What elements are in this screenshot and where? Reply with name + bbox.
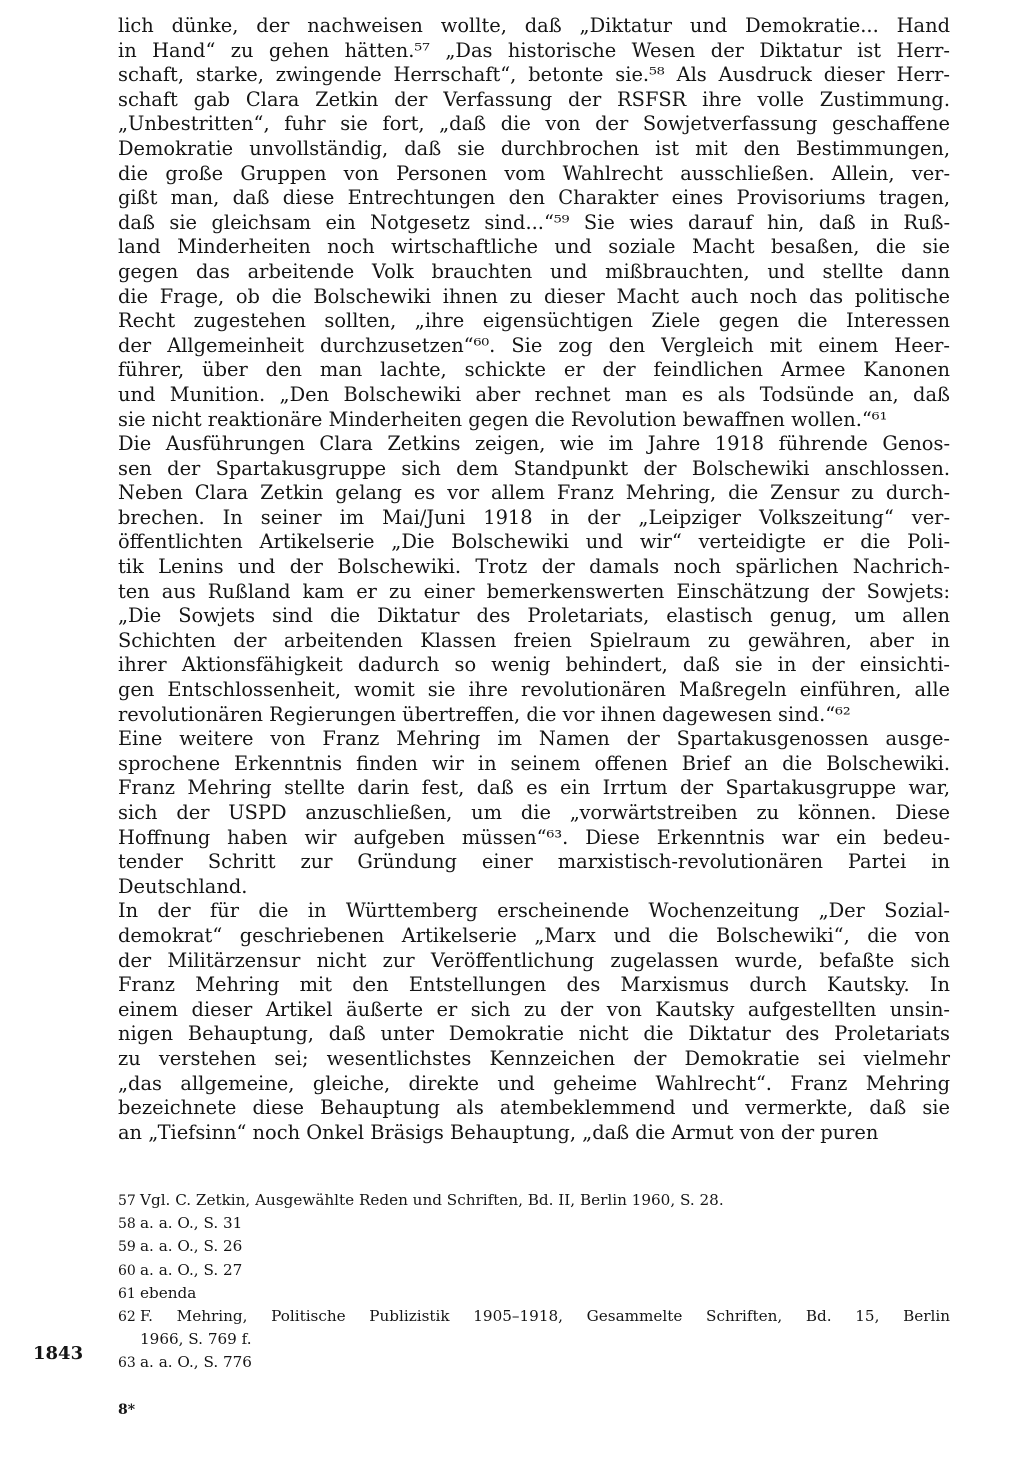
text-line: „Unbestritten“, fuhr sie fort, „daß die von der Sowjetverfassung geschaffene: [118, 112, 950, 136]
text-line: bezeichnete diese Behauptung als atembeklemmend und vermerkte, daß sie: [118, 1096, 950, 1120]
text-line: einem dieser Artikel äußerte er sich zu der von Kautsky aufgestellten unsin-: [118, 997, 950, 1021]
footnote-text: a. a. O., S. 26: [140, 1237, 243, 1256]
footnote-text: Vgl. C. Zetkin, Ausgewählte Reden und Schriften, Bd. II, Berlin 1960, S. 28.: [140, 1191, 724, 1209]
footnote-number: 57: [118, 1193, 136, 1209]
text-line: „das allgemeine, gleiche, direkte und geheime Wahlrecht“. Franz Mehring: [118, 1071, 950, 1095]
text-line: die Frage, ob die Bolschewiki ihnen zu dieser Macht auch noch das politische: [118, 284, 950, 308]
text-line: Hoffnung haben wir aufgeben müssen“⁶³. Diese Erkenntnis war ein bedeu-: [118, 825, 950, 849]
signature-mark: 8*: [118, 1402, 136, 1418]
text-line: daß sie gleichsam ein Notgesetz sind...“⁵⁹ Sie wies darauf hin, daß in Ruß-: [118, 210, 950, 234]
text-line: „Die Sowjets sind die Diktatur des Proletariats, elastisch genug, um allen: [118, 604, 950, 628]
footnote: [118, 1305, 950, 1328]
text-line: gißt man, daß diese Entrechtungen den Charakter eines Provisoriums tragen,: [118, 186, 950, 210]
footnotes: [118, 1189, 950, 1375]
text-line: nigen Behauptung, daß unter Demokratie nicht die Diktatur des Proletariats: [118, 1022, 950, 1046]
text-line: an „Tiefsinn“ noch Onkel Bräsigs Behauptung, „daß die Armut von der puren: [118, 1120, 879, 1144]
footnote-number: 60: [118, 1262, 136, 1279]
text-line: schaft gab Clara Zetkin der Verfassung der RSFSR ihre volle Zustimmung.: [118, 87, 950, 111]
text-line: Franz Mehring mit den Entstellungen des Marxismus durch Kautsky. In: [118, 973, 950, 997]
text-line: Deutschland.: [118, 874, 248, 898]
footnote-text: a. a. O., S. 31: [140, 1214, 243, 1233]
text-line: in Hand“ zu gehen hätten.⁵⁷ „Das historische Wesen der Diktatur ist Herr-: [118, 38, 950, 62]
text-line: sich der USPD anzuschließen, um die „vorwärtstreiben zu können. Diese: [118, 801, 950, 824]
text-line: demokrat“ geschriebenen Artikelserie „Marx und die Bolschewiki“, die von: [118, 923, 950, 947]
text-line: sen der Spartakusgruppe sich dem Standpunkt der Bolschewiki anschlossen.: [118, 456, 950, 480]
footnote: [118, 1259, 950, 1282]
text-line: der Militärzensur nicht zur Veröffentlichung zugelassen wurde, befaßte sich: [118, 948, 950, 972]
footnote-number: 63: [118, 1355, 136, 1372]
text-line: Die Ausführungen Clara Zetkins zeigen, wie im Jahre 1918 führende Genos-: [118, 432, 950, 456]
footnote-text: a. a. O., S. 27: [140, 1260, 243, 1279]
footnote: [118, 1282, 950, 1305]
footnote-text: ebenda: [140, 1283, 197, 1302]
text-line: ihrer Aktionsfähigkeit dadurch so wenig behindert, daß sie in der einsichti-: [118, 653, 950, 677]
footnote-text: a. a. O., S. 776: [140, 1353, 252, 1372]
footnote: [118, 1189, 950, 1212]
text-line: Demokratie unvollständig, daß sie durchbrochen ist mit den Bestimmungen,: [118, 136, 950, 160]
footnote: [118, 1235, 950, 1258]
text-line: die große Gruppen von Personen vom Wahlrecht ausschließen. Allein, ver-: [118, 161, 950, 185]
footnote-continuation: [118, 1328, 950, 1351]
footnote-text: 1966, S. 769 f.: [140, 1330, 252, 1349]
text-line: und Munition. „Den Bolschewiki aber rechnet man es als Todsünde an, daß: [118, 382, 950, 406]
text-line: zu verstehen sei; wesentlichstes Kennzeichen der Demokratie sei vielmehr: [118, 1046, 950, 1070]
footnote-number: 61: [118, 1285, 136, 1302]
text-line: gegen das arbeitende Volk brauchten und mißbrauchten, und stellte dann: [118, 259, 950, 283]
text-line: tik Lenins und der Bolschewiki. Trotz der damals noch spärlichen Nachrich-: [118, 555, 950, 579]
page-number: 1843: [33, 1343, 84, 1364]
text-line: öffentlichten Artikelserie „Die Bolschewiki und wir“ verteidigte er die Poli-: [118, 530, 950, 554]
text-line: führer, über den man lachte, schickte er der feindlichen Armee Kanonen: [118, 358, 950, 382]
text-line: der Allgemeinheit durchzusetzen“⁶⁰. Sie zog den Vergleich mit einem Heer-: [118, 333, 950, 357]
text-line: land Minderheiten noch wirtschaftliche und soziale Macht besaßen, die sie: [118, 235, 950, 259]
text-line: sprochene Erkenntnis finden wir in seinem offenen Brief an die Bolschewiki.: [118, 751, 950, 775]
footnote: [118, 1212, 950, 1235]
text-line: brechen. In seiner im Mai/Juni 1918 in der „Leipziger Volkszeitung“ ver-: [118, 505, 950, 529]
text-line: Franz Mehring stellte darin fest, daß es ein Irrtum der Spartakusgruppe war,: [118, 776, 950, 800]
footnote: [118, 1351, 950, 1374]
text-line: Schichten der arbeitenden Klassen freien Spielraum zu gewähren, aber in: [118, 628, 950, 652]
text-line: schaft, starke, zwingende Herrschaft“, betonte sie.⁵⁸ Als Ausdruck dieser Herr-: [118, 63, 950, 87]
text-line: Neben Clara Zetkin gelang es vor allem Franz Mehring, die Zensur zu durch-: [118, 481, 950, 505]
text-line: Eine weitere von Franz Mehring im Namen der Spartakusgenossen ausge-: [118, 727, 950, 751]
text-line: ten aus Rußland kam er zu einer bemerkenswerten Einschätzung der Sowjets:: [118, 579, 950, 603]
text-line: sie nicht reaktionäre Minderheiten gegen die Revolution bewaffnen wollen.“⁶¹: [118, 407, 888, 431]
footnote-number: 59: [118, 1239, 136, 1256]
text-line: In der für die in Württemberg erscheinende Wochenzeitung „Der Sozial-: [118, 899, 950, 923]
text-line: Recht zugestehen sollten, „ihre eigensüchtigen Ziele gegen die Interessen: [118, 309, 950, 333]
footnote-number: 62: [118, 1308, 136, 1325]
text-line: revolutionären Regierungen übertreffen, die vor ihnen dagewesen sind.“⁶²: [118, 702, 851, 726]
body-text: [118, 14, 950, 1145]
text-line: lich dünke, der nachweisen wollte, daß „Diktatur und Demokratie... Hand: [118, 14, 950, 37]
text-line: gen Entschlossenheit, womit sie ihre revolutionären Maßregeln einführen, alle: [118, 678, 950, 702]
footnote-number: 58: [118, 1216, 136, 1233]
text-line: tender Schritt zur Gründung einer marxistisch-revolutionären Partei in: [118, 850, 950, 874]
footnote-text: F. Mehring, Politische Publizistik 1905–1918, Gesammelte Schriften, Bd. 15, Berlin: [140, 1306, 950, 1325]
